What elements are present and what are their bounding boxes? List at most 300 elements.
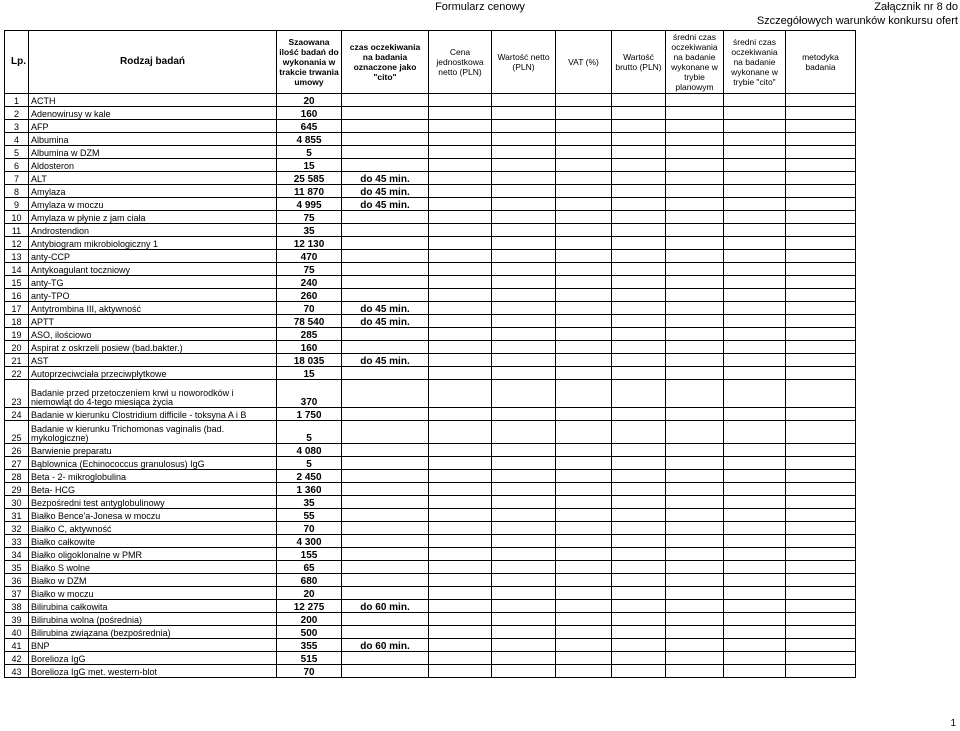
- row-net-value[interactable]: [492, 380, 556, 408]
- row-net-value[interactable]: [492, 237, 556, 250]
- row-avg-planned[interactable]: [666, 421, 724, 444]
- row-method[interactable]: [786, 289, 856, 302]
- row-vat[interactable]: [556, 211, 612, 224]
- row-unit-price[interactable]: [429, 509, 492, 522]
- row-gross[interactable]: [612, 522, 666, 535]
- row-unit-price[interactable]: [429, 444, 492, 457]
- row-method[interactable]: [786, 94, 856, 107]
- row-avg-cito[interactable]: [724, 302, 786, 315]
- row-net-value[interactable]: [492, 587, 556, 600]
- row-avg-cito[interactable]: [724, 263, 786, 276]
- row-gross[interactable]: [612, 159, 666, 172]
- row-unit-price[interactable]: [429, 483, 492, 496]
- row-method[interactable]: [786, 107, 856, 120]
- row-unit-price[interactable]: [429, 276, 492, 289]
- row-avg-cito[interactable]: [724, 626, 786, 639]
- row-avg-cito[interactable]: [724, 380, 786, 408]
- row-vat[interactable]: [556, 94, 612, 107]
- row-vat[interactable]: [556, 421, 612, 444]
- row-net-value[interactable]: [492, 626, 556, 639]
- row-gross[interactable]: [612, 289, 666, 302]
- row-avg-planned[interactable]: [666, 94, 724, 107]
- row-unit-price[interactable]: [429, 328, 492, 341]
- row-gross[interactable]: [612, 133, 666, 146]
- row-net-value[interactable]: [492, 548, 556, 561]
- row-avg-cito[interactable]: [724, 509, 786, 522]
- row-vat[interactable]: [556, 328, 612, 341]
- row-net-value[interactable]: [492, 120, 556, 133]
- row-net-value[interactable]: [492, 652, 556, 665]
- row-vat[interactable]: [556, 302, 612, 315]
- row-avg-planned[interactable]: [666, 354, 724, 367]
- row-avg-planned[interactable]: [666, 172, 724, 185]
- row-unit-price[interactable]: [429, 665, 492, 678]
- row-gross[interactable]: [612, 652, 666, 665]
- row-net-value[interactable]: [492, 457, 556, 470]
- row-gross[interactable]: [612, 613, 666, 626]
- row-net-value[interactable]: [492, 146, 556, 159]
- row-vat[interactable]: [556, 483, 612, 496]
- row-vat[interactable]: [556, 457, 612, 470]
- row-method[interactable]: [786, 548, 856, 561]
- row-avg-planned[interactable]: [666, 380, 724, 408]
- row-avg-cito[interactable]: [724, 408, 786, 421]
- row-vat[interactable]: [556, 120, 612, 133]
- row-method[interactable]: [786, 496, 856, 509]
- row-avg-planned[interactable]: [666, 185, 724, 198]
- row-vat[interactable]: [556, 574, 612, 587]
- row-gross[interactable]: [612, 535, 666, 548]
- row-method[interactable]: [786, 444, 856, 457]
- row-avg-planned[interactable]: [666, 639, 724, 652]
- row-avg-planned[interactable]: [666, 574, 724, 587]
- row-vat[interactable]: [556, 626, 612, 639]
- row-avg-cito[interactable]: [724, 665, 786, 678]
- row-avg-planned[interactable]: [666, 600, 724, 613]
- row-avg-cito[interactable]: [724, 574, 786, 587]
- row-net-value[interactable]: [492, 315, 556, 328]
- row-gross[interactable]: [612, 587, 666, 600]
- row-avg-cito[interactable]: [724, 421, 786, 444]
- row-net-value[interactable]: [492, 509, 556, 522]
- row-method[interactable]: [786, 354, 856, 367]
- row-method[interactable]: [786, 561, 856, 574]
- row-net-value[interactable]: [492, 613, 556, 626]
- row-avg-planned[interactable]: [666, 289, 724, 302]
- row-method[interactable]: [786, 276, 856, 289]
- row-method[interactable]: [786, 159, 856, 172]
- row-avg-cito[interactable]: [724, 444, 786, 457]
- row-gross[interactable]: [612, 496, 666, 509]
- row-avg-cito[interactable]: [724, 470, 786, 483]
- row-unit-price[interactable]: [429, 211, 492, 224]
- row-unit-price[interactable]: [429, 652, 492, 665]
- row-unit-price[interactable]: [429, 600, 492, 613]
- row-avg-planned[interactable]: [666, 561, 724, 574]
- row-net-value[interactable]: [492, 263, 556, 276]
- row-net-value[interactable]: [492, 328, 556, 341]
- row-net-value[interactable]: [492, 211, 556, 224]
- row-net-value[interactable]: [492, 561, 556, 574]
- row-net-value[interactable]: [492, 302, 556, 315]
- row-unit-price[interactable]: [429, 470, 492, 483]
- row-gross[interactable]: [612, 94, 666, 107]
- row-unit-price[interactable]: [429, 146, 492, 159]
- row-avg-planned[interactable]: [666, 367, 724, 380]
- row-unit-price[interactable]: [429, 237, 492, 250]
- row-avg-cito[interactable]: [724, 146, 786, 159]
- row-net-value[interactable]: [492, 172, 556, 185]
- row-avg-planned[interactable]: [666, 133, 724, 146]
- row-gross[interactable]: [612, 380, 666, 408]
- row-avg-cito[interactable]: [724, 522, 786, 535]
- row-avg-planned[interactable]: [666, 483, 724, 496]
- row-gross[interactable]: [612, 198, 666, 211]
- row-net-value[interactable]: [492, 107, 556, 120]
- row-unit-price[interactable]: [429, 315, 492, 328]
- row-avg-planned[interactable]: [666, 302, 724, 315]
- row-net-value[interactable]: [492, 250, 556, 263]
- row-vat[interactable]: [556, 172, 612, 185]
- row-unit-price[interactable]: [429, 380, 492, 408]
- row-gross[interactable]: [612, 276, 666, 289]
- row-gross[interactable]: [612, 421, 666, 444]
- row-gross[interactable]: [612, 548, 666, 561]
- row-vat[interactable]: [556, 522, 612, 535]
- row-net-value[interactable]: [492, 470, 556, 483]
- row-net-value[interactable]: [492, 224, 556, 237]
- row-net-value[interactable]: [492, 289, 556, 302]
- row-vat[interactable]: [556, 509, 612, 522]
- row-avg-cito[interactable]: [724, 172, 786, 185]
- row-avg-planned[interactable]: [666, 263, 724, 276]
- row-unit-price[interactable]: [429, 496, 492, 509]
- row-net-value[interactable]: [492, 341, 556, 354]
- row-avg-cito[interactable]: [724, 185, 786, 198]
- row-net-value[interactable]: [492, 600, 556, 613]
- row-net-value[interactable]: [492, 483, 556, 496]
- row-unit-price[interactable]: [429, 408, 492, 421]
- row-net-value[interactable]: [492, 665, 556, 678]
- row-avg-planned[interactable]: [666, 626, 724, 639]
- row-unit-price[interactable]: [429, 354, 492, 367]
- row-gross[interactable]: [612, 120, 666, 133]
- row-avg-planned[interactable]: [666, 211, 724, 224]
- row-gross[interactable]: [612, 224, 666, 237]
- row-vat[interactable]: [556, 665, 612, 678]
- row-avg-planned[interactable]: [666, 457, 724, 470]
- row-net-value[interactable]: [492, 535, 556, 548]
- row-method[interactable]: [786, 652, 856, 665]
- row-method[interactable]: [786, 172, 856, 185]
- row-avg-cito[interactable]: [724, 159, 786, 172]
- row-vat[interactable]: [556, 548, 612, 561]
- row-avg-cito[interactable]: [724, 289, 786, 302]
- row-avg-cito[interactable]: [724, 496, 786, 509]
- row-avg-cito[interactable]: [724, 354, 786, 367]
- row-vat[interactable]: [556, 639, 612, 652]
- row-avg-cito[interactable]: [724, 639, 786, 652]
- row-avg-cito[interactable]: [724, 652, 786, 665]
- row-avg-cito[interactable]: [724, 315, 786, 328]
- row-method[interactable]: [786, 587, 856, 600]
- row-avg-cito[interactable]: [724, 94, 786, 107]
- row-unit-price[interactable]: [429, 522, 492, 535]
- row-avg-planned[interactable]: [666, 470, 724, 483]
- row-method[interactable]: [786, 198, 856, 211]
- row-method[interactable]: [786, 120, 856, 133]
- row-gross[interactable]: [612, 509, 666, 522]
- row-avg-cito[interactable]: [724, 483, 786, 496]
- row-unit-price[interactable]: [429, 367, 492, 380]
- row-method[interactable]: [786, 626, 856, 639]
- row-vat[interactable]: [556, 600, 612, 613]
- row-vat[interactable]: [556, 237, 612, 250]
- row-unit-price[interactable]: [429, 185, 492, 198]
- row-vat[interactable]: [556, 224, 612, 237]
- row-method[interactable]: [786, 509, 856, 522]
- row-gross[interactable]: [612, 263, 666, 276]
- row-unit-price[interactable]: [429, 120, 492, 133]
- row-net-value[interactable]: [492, 408, 556, 421]
- row-method[interactable]: [786, 639, 856, 652]
- row-vat[interactable]: [556, 185, 612, 198]
- row-method[interactable]: [786, 380, 856, 408]
- row-method[interactable]: [786, 457, 856, 470]
- row-avg-planned[interactable]: [666, 587, 724, 600]
- row-avg-planned[interactable]: [666, 509, 724, 522]
- row-method[interactable]: [786, 263, 856, 276]
- row-unit-price[interactable]: [429, 626, 492, 639]
- row-method[interactable]: [786, 133, 856, 146]
- row-avg-cito[interactable]: [724, 548, 786, 561]
- row-unit-price[interactable]: [429, 250, 492, 263]
- row-avg-cito[interactable]: [724, 587, 786, 600]
- row-net-value[interactable]: [492, 94, 556, 107]
- row-vat[interactable]: [556, 652, 612, 665]
- row-avg-planned[interactable]: [666, 613, 724, 626]
- row-method[interactable]: [786, 483, 856, 496]
- row-avg-cito[interactable]: [724, 198, 786, 211]
- row-avg-cito[interactable]: [724, 276, 786, 289]
- row-vat[interactable]: [556, 289, 612, 302]
- row-avg-planned[interactable]: [666, 315, 724, 328]
- row-avg-planned[interactable]: [666, 652, 724, 665]
- row-avg-cito[interactable]: [724, 224, 786, 237]
- row-unit-price[interactable]: [429, 421, 492, 444]
- row-vat[interactable]: [556, 159, 612, 172]
- row-vat[interactable]: [556, 341, 612, 354]
- row-unit-price[interactable]: [429, 587, 492, 600]
- row-avg-planned[interactable]: [666, 250, 724, 263]
- row-avg-planned[interactable]: [666, 120, 724, 133]
- row-avg-planned[interactable]: [666, 341, 724, 354]
- row-avg-planned[interactable]: [666, 535, 724, 548]
- row-vat[interactable]: [556, 367, 612, 380]
- row-unit-price[interactable]: [429, 224, 492, 237]
- row-net-value[interactable]: [492, 185, 556, 198]
- row-net-value[interactable]: [492, 522, 556, 535]
- row-avg-planned[interactable]: [666, 198, 724, 211]
- row-net-value[interactable]: [492, 133, 556, 146]
- row-gross[interactable]: [612, 107, 666, 120]
- row-net-value[interactable]: [492, 496, 556, 509]
- row-vat[interactable]: [556, 444, 612, 457]
- row-gross[interactable]: [612, 302, 666, 315]
- row-vat[interactable]: [556, 276, 612, 289]
- row-gross[interactable]: [612, 600, 666, 613]
- row-gross[interactable]: [612, 470, 666, 483]
- row-avg-planned[interactable]: [666, 159, 724, 172]
- row-gross[interactable]: [612, 237, 666, 250]
- row-avg-planned[interactable]: [666, 224, 724, 237]
- row-vat[interactable]: [556, 470, 612, 483]
- row-gross[interactable]: [612, 211, 666, 224]
- row-unit-price[interactable]: [429, 457, 492, 470]
- row-avg-planned[interactable]: [666, 444, 724, 457]
- row-vat[interactable]: [556, 315, 612, 328]
- row-gross[interactable]: [612, 250, 666, 263]
- row-vat[interactable]: [556, 587, 612, 600]
- row-net-value[interactable]: [492, 198, 556, 211]
- row-avg-cito[interactable]: [724, 535, 786, 548]
- row-unit-price[interactable]: [429, 574, 492, 587]
- row-method[interactable]: [786, 522, 856, 535]
- row-method[interactable]: [786, 250, 856, 263]
- row-gross[interactable]: [612, 483, 666, 496]
- row-gross[interactable]: [612, 185, 666, 198]
- row-vat[interactable]: [556, 354, 612, 367]
- row-avg-cito[interactable]: [724, 367, 786, 380]
- row-avg-planned[interactable]: [666, 146, 724, 159]
- row-net-value[interactable]: [492, 367, 556, 380]
- row-gross[interactable]: [612, 172, 666, 185]
- row-gross[interactable]: [612, 146, 666, 159]
- row-net-value[interactable]: [492, 354, 556, 367]
- row-method[interactable]: [786, 613, 856, 626]
- row-net-value[interactable]: [492, 639, 556, 652]
- row-gross[interactable]: [612, 328, 666, 341]
- row-avg-planned[interactable]: [666, 496, 724, 509]
- row-method[interactable]: [786, 665, 856, 678]
- row-gross[interactable]: [612, 457, 666, 470]
- row-unit-price[interactable]: [429, 133, 492, 146]
- row-avg-cito[interactable]: [724, 133, 786, 146]
- row-unit-price[interactable]: [429, 561, 492, 574]
- row-vat[interactable]: [556, 146, 612, 159]
- row-gross[interactable]: [612, 561, 666, 574]
- row-method[interactable]: [786, 341, 856, 354]
- row-unit-price[interactable]: [429, 535, 492, 548]
- row-avg-planned[interactable]: [666, 237, 724, 250]
- row-net-value[interactable]: [492, 276, 556, 289]
- row-gross[interactable]: [612, 639, 666, 652]
- row-unit-price[interactable]: [429, 172, 492, 185]
- row-vat[interactable]: [556, 496, 612, 509]
- row-avg-planned[interactable]: [666, 328, 724, 341]
- row-unit-price[interactable]: [429, 94, 492, 107]
- row-method[interactable]: [786, 185, 856, 198]
- row-gross[interactable]: [612, 315, 666, 328]
- row-method[interactable]: [786, 211, 856, 224]
- row-avg-planned[interactable]: [666, 408, 724, 421]
- row-unit-price[interactable]: [429, 107, 492, 120]
- row-avg-cito[interactable]: [724, 211, 786, 224]
- row-method[interactable]: [786, 421, 856, 444]
- row-unit-price[interactable]: [429, 159, 492, 172]
- row-net-value[interactable]: [492, 159, 556, 172]
- row-avg-cito[interactable]: [724, 107, 786, 120]
- row-unit-price[interactable]: [429, 613, 492, 626]
- row-vat[interactable]: [556, 107, 612, 120]
- row-method[interactable]: [786, 470, 856, 483]
- row-avg-planned[interactable]: [666, 276, 724, 289]
- row-unit-price[interactable]: [429, 548, 492, 561]
- row-avg-planned[interactable]: [666, 522, 724, 535]
- row-method[interactable]: [786, 600, 856, 613]
- row-vat[interactable]: [556, 408, 612, 421]
- row-vat[interactable]: [556, 613, 612, 626]
- row-net-value[interactable]: [492, 444, 556, 457]
- row-avg-cito[interactable]: [724, 561, 786, 574]
- row-avg-cito[interactable]: [724, 328, 786, 341]
- row-vat[interactable]: [556, 263, 612, 276]
- row-vat[interactable]: [556, 380, 612, 408]
- row-gross[interactable]: [612, 665, 666, 678]
- row-method[interactable]: [786, 408, 856, 421]
- row-vat[interactable]: [556, 198, 612, 211]
- row-avg-cito[interactable]: [724, 237, 786, 250]
- row-vat[interactable]: [556, 535, 612, 548]
- row-vat[interactable]: [556, 250, 612, 263]
- row-gross[interactable]: [612, 626, 666, 639]
- row-unit-price[interactable]: [429, 289, 492, 302]
- row-avg-planned[interactable]: [666, 107, 724, 120]
- row-avg-cito[interactable]: [724, 120, 786, 133]
- row-avg-cito[interactable]: [724, 600, 786, 613]
- row-avg-cito[interactable]: [724, 457, 786, 470]
- row-gross[interactable]: [612, 408, 666, 421]
- row-avg-cito[interactable]: [724, 250, 786, 263]
- row-method[interactable]: [786, 237, 856, 250]
- row-method[interactable]: [786, 328, 856, 341]
- row-gross[interactable]: [612, 444, 666, 457]
- row-net-value[interactable]: [492, 574, 556, 587]
- row-unit-price[interactable]: [429, 263, 492, 276]
- row-method[interactable]: [786, 146, 856, 159]
- row-avg-cito[interactable]: [724, 613, 786, 626]
- row-unit-price[interactable]: [429, 198, 492, 211]
- row-vat[interactable]: [556, 561, 612, 574]
- row-avg-cito[interactable]: [724, 341, 786, 354]
- row-vat[interactable]: [556, 133, 612, 146]
- row-unit-price[interactable]: [429, 341, 492, 354]
- row-method[interactable]: [786, 574, 856, 587]
- row-method[interactable]: [786, 302, 856, 315]
- row-unit-price[interactable]: [429, 302, 492, 315]
- row-method[interactable]: [786, 224, 856, 237]
- row-avg-planned[interactable]: [666, 665, 724, 678]
- row-gross[interactable]: [612, 574, 666, 587]
- row-unit-price[interactable]: [429, 639, 492, 652]
- row-method[interactable]: [786, 535, 856, 548]
- row-net-value[interactable]: [492, 421, 556, 444]
- row-gross[interactable]: [612, 341, 666, 354]
- row-method[interactable]: [786, 315, 856, 328]
- row-gross[interactable]: [612, 354, 666, 367]
- row-avg-planned[interactable]: [666, 548, 724, 561]
- row-method[interactable]: [786, 367, 856, 380]
